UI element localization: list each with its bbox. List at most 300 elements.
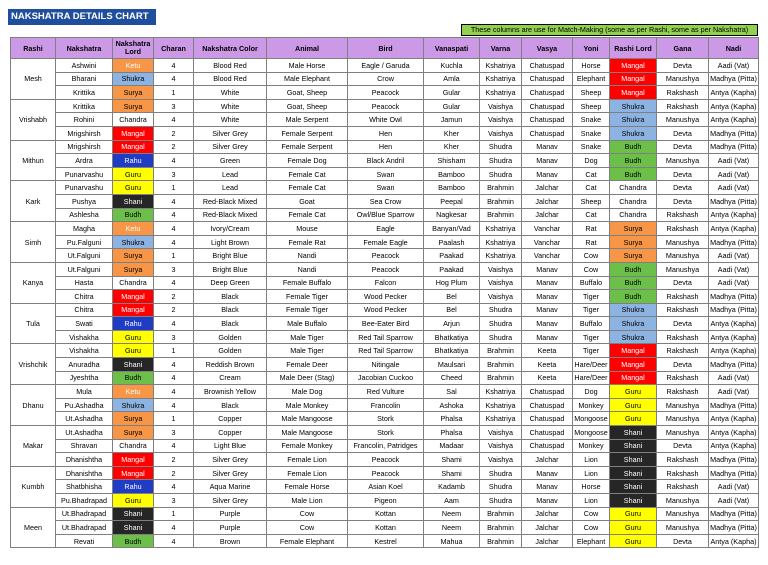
rashi-lord-cell: Budh: [610, 140, 657, 154]
vasya-cell: Chatuspad: [522, 59, 573, 73]
color-cell: Silver Grey: [194, 453, 267, 467]
varna-cell: Shudra: [480, 303, 522, 317]
animal-cell: Female Serpent: [267, 126, 348, 140]
gana-cell: Devta: [657, 59, 709, 73]
gana-cell: Rakshash: [657, 303, 709, 317]
table-row: [11, 262, 759, 276]
nakshatra-cell: Shatbhisha: [56, 480, 113, 494]
nakshatra-cell: Ut.Bhadrapad: [56, 521, 113, 535]
column-header: Rashi: [11, 38, 56, 59]
animal-cell: Nandi: [267, 262, 348, 276]
gana-cell: Devta: [657, 358, 709, 372]
vasya-cell: Manav: [522, 276, 573, 290]
vasya-cell: Jalchar: [522, 521, 573, 535]
varna-cell: Kshatriya: [480, 86, 522, 100]
gana-cell: Rakshash: [657, 466, 709, 480]
animal-cell: Female Tiger: [267, 303, 348, 317]
nadi-cell: Madhya (Pitta): [709, 235, 759, 249]
nakshatra-cell: Shravan: [56, 439, 113, 453]
rashi-lord-cell: Guru: [610, 507, 657, 521]
nadi-cell: Aadi (Vat): [709, 276, 759, 290]
vasya-cell: Chatuspad: [522, 113, 573, 127]
vanaspati-cell: Aam: [424, 494, 480, 508]
vasya-cell: Manav: [522, 466, 573, 480]
rashi-cell: Kumbh: [11, 466, 56, 507]
vasya-cell: Chatuspad: [522, 385, 573, 399]
animal-cell: Male Tiger: [267, 344, 348, 358]
rashi-lord-cell: Mangal: [610, 59, 657, 73]
animal-cell: Male Mangoose: [267, 412, 348, 426]
color-cell: Ivory/Cream: [194, 222, 267, 236]
vanaspati-cell: Amla: [424, 72, 480, 86]
nakshatra-lord-cell: Mangal: [113, 290, 154, 304]
vanaspati-cell: Sal: [424, 385, 480, 399]
vanaspati-cell: Paakad: [424, 249, 480, 263]
nakshatra-lord-cell: Shani: [113, 521, 154, 535]
bird-cell: Eagle / Garuda: [348, 59, 424, 73]
animal-cell: Male Monkey: [267, 398, 348, 412]
nakshatra-cell: Krittika: [56, 86, 113, 100]
color-cell: White: [194, 99, 267, 113]
bird-cell: White Owl: [348, 113, 424, 127]
varna-cell: Kshatriya: [480, 222, 522, 236]
vasya-cell: Jalchar: [522, 453, 573, 467]
nakshatra-cell: Ut.Bhadrapad: [56, 507, 113, 521]
varna-cell: Kshatriya: [480, 72, 522, 86]
yoni-cell: Monkey: [573, 398, 610, 412]
rashi-lord-cell: Shani: [610, 466, 657, 480]
table-row: [11, 140, 759, 154]
yoni-cell: Sheep: [573, 194, 610, 208]
table-row: [11, 208, 759, 222]
rashi-cell: Kanya: [11, 262, 56, 303]
rashi-lord-cell: Shani: [610, 453, 657, 467]
table-row: [11, 194, 759, 208]
gana-cell: Rakshash: [657, 208, 709, 222]
vasya-cell: Manav: [522, 330, 573, 344]
vanaspati-cell: Jamun: [424, 113, 480, 127]
vasya-cell: Manav: [522, 290, 573, 304]
rashi-lord-cell: Shani: [610, 426, 657, 440]
bird-cell: Eagle: [348, 222, 424, 236]
varna-cell: Shudra: [480, 480, 522, 494]
vanaspati-cell: Hog Plum: [424, 276, 480, 290]
animal-cell: Female Elephant: [267, 534, 348, 548]
chart-title: NAKSHATRA DETAILS CHART: [8, 9, 156, 25]
animal-cell: Goat: [267, 194, 348, 208]
bird-cell: Swan: [348, 167, 424, 181]
color-cell: Purple: [194, 507, 267, 521]
gana-cell: Manushya: [657, 398, 709, 412]
gana-cell: Devta: [657, 140, 709, 154]
rashi-lord-cell: Shani: [610, 480, 657, 494]
animal-cell: Female Lion: [267, 453, 348, 467]
animal-cell: Male Mangoose: [267, 426, 348, 440]
charan-cell: 1: [154, 344, 194, 358]
rashi-lord-cell: Budh: [610, 262, 657, 276]
nadi-cell: Madhya (Pitta): [709, 453, 759, 467]
nadi-cell: Madhya (Pitta): [709, 194, 759, 208]
bird-cell: Crow: [348, 72, 424, 86]
nadi-cell: Aadi (Vat): [709, 181, 759, 195]
vasya-cell: Chatuspad: [522, 412, 573, 426]
rashi-lord-cell: Mangal: [610, 86, 657, 100]
varna-cell: Vaishya: [480, 426, 522, 440]
gana-cell: Rakshash: [657, 290, 709, 304]
yoni-cell: Elephant: [573, 534, 610, 548]
color-cell: Black: [194, 398, 267, 412]
color-cell: Black: [194, 290, 267, 304]
rashi-lord-cell: Shukra: [610, 113, 657, 127]
bird-cell: Stork: [348, 426, 424, 440]
animal-cell: Nandi: [267, 249, 348, 263]
nadi-cell: Madhya (Pitta): [709, 140, 759, 154]
rashi-cell: Dhanu: [11, 385, 56, 426]
nakshatra-cell: Anuradha: [56, 358, 113, 372]
rashi-lord-cell: Guru: [610, 385, 657, 399]
color-cell: Blood Red: [194, 72, 267, 86]
vanaspati-cell: Gular: [424, 99, 480, 113]
nakshatra-cell: Dhanishtha: [56, 466, 113, 480]
nadi-cell: Antya (Kapha): [709, 426, 759, 440]
vasya-cell: Manav: [522, 494, 573, 508]
gana-cell: Devta: [657, 534, 709, 548]
nakshatra-cell: Bharani: [56, 72, 113, 86]
varna-cell: Brahmin: [480, 194, 522, 208]
nakshatra-lord-cell: Surya: [113, 426, 154, 440]
charan-cell: 1: [154, 412, 194, 426]
vanaspati-cell: Kher: [424, 140, 480, 154]
nakshatra-cell: Revati: [56, 534, 113, 548]
nadi-cell: Madhya (Pitta): [709, 358, 759, 372]
rashi-lord-cell: Shukra: [610, 99, 657, 113]
gana-cell: Manushya: [657, 494, 709, 508]
rashi-cell: Tula: [11, 303, 56, 344]
bird-cell: Francolin: [348, 398, 424, 412]
vasya-cell: Vanchar: [522, 249, 573, 263]
table-row: [11, 113, 759, 127]
color-cell: Green: [194, 154, 267, 168]
nakshatra-lord-cell: Guru: [113, 344, 154, 358]
nakshatra-lord-cell: Guru: [113, 494, 154, 508]
vasya-cell: Jalchar: [522, 208, 573, 222]
yoni-cell: Sheep: [573, 86, 610, 100]
rashi-lord-cell: Guru: [610, 521, 657, 535]
vasya-cell: Manav: [522, 317, 573, 331]
varna-cell: Shudra: [480, 167, 522, 181]
color-cell: Light Brown: [194, 235, 267, 249]
charan-cell: 3: [154, 167, 194, 181]
charan-cell: 4: [154, 154, 194, 168]
bird-cell: Falcon: [348, 276, 424, 290]
table-row: [11, 59, 759, 73]
table-row: [11, 235, 759, 249]
vanaspati-cell: Kuchla: [424, 59, 480, 73]
table-row: [11, 507, 759, 521]
header-row: [11, 38, 759, 59]
vanaspati-cell: Madaar: [424, 439, 480, 453]
animal-cell: Male Horse: [267, 59, 348, 73]
nakshatra-lord-cell: Chandra: [113, 276, 154, 290]
rashi-lord-cell: Budh: [610, 167, 657, 181]
nakshatra-cell: Pu.Ashadha: [56, 398, 113, 412]
bird-cell: Kestrel: [348, 534, 424, 548]
yoni-cell: Hare/Deer: [573, 371, 610, 385]
charan-cell: 4: [154, 113, 194, 127]
bird-cell: Bee-Eater Bird: [348, 317, 424, 331]
color-cell: Brown: [194, 534, 267, 548]
animal-cell: Female Monkey: [267, 439, 348, 453]
varna-cell: Vaishya: [480, 262, 522, 276]
animal-cell: Male Serpent: [267, 113, 348, 127]
gana-cell: Manushya: [657, 507, 709, 521]
nakshatra-lord-cell: Mangal: [113, 303, 154, 317]
table-row: [11, 480, 759, 494]
rashi-lord-cell: Shani: [610, 439, 657, 453]
charan-cell: 4: [154, 480, 194, 494]
table-row: [11, 222, 759, 236]
yoni-cell: Lion: [573, 494, 610, 508]
animal-cell: Goat, Sheep: [267, 99, 348, 113]
table-row: [11, 126, 759, 140]
color-cell: Bright Blue: [194, 262, 267, 276]
yoni-cell: Lion: [573, 466, 610, 480]
nadi-cell: Antya (Kapha): [709, 439, 759, 453]
bird-cell: Wood Pecker: [348, 290, 424, 304]
vanaspati-cell: Cheed: [424, 371, 480, 385]
nadi-cell: Aadi (Vat): [709, 59, 759, 73]
nadi-cell: Aadi (Vat): [709, 262, 759, 276]
color-cell: Aqua Marine: [194, 480, 267, 494]
column-header: Rashi Lord: [610, 38, 657, 59]
varna-cell: Kshatriya: [480, 385, 522, 399]
nadi-cell: Madhya (Pitta): [709, 466, 759, 480]
gana-cell: Devta: [657, 317, 709, 331]
varna-cell: Brahmin: [480, 371, 522, 385]
yoni-cell: Buffalo: [573, 276, 610, 290]
gana-cell: Devta: [657, 276, 709, 290]
animal-cell: Female Lion: [267, 466, 348, 480]
bird-cell: Peacock: [348, 249, 424, 263]
varna-cell: Kshatriya: [480, 412, 522, 426]
charan-cell: 2: [154, 466, 194, 480]
bird-cell: Asian Koel: [348, 480, 424, 494]
nadi-cell: Antya (Kapha): [709, 208, 759, 222]
varna-cell: Kshatriya: [480, 398, 522, 412]
varna-cell: Vaishya: [480, 439, 522, 453]
rashi-cell: Simh: [11, 222, 56, 263]
nakshatra-lord-cell: Shukra: [113, 398, 154, 412]
nadi-cell: Antya (Kapha): [709, 534, 759, 548]
vasya-cell: Chatuspad: [522, 126, 573, 140]
table-row: [11, 426, 759, 440]
nakshatra-lord-cell: Surya: [113, 249, 154, 263]
charan-cell: 2: [154, 303, 194, 317]
vasya-cell: Keeta: [522, 344, 573, 358]
varna-cell: Vaishya: [480, 276, 522, 290]
animal-cell: Male Buffalo: [267, 317, 348, 331]
vasya-cell: Manav: [522, 262, 573, 276]
bird-cell: Stork: [348, 412, 424, 426]
gana-cell: Manushya: [657, 521, 709, 535]
animal-cell: Mouse: [267, 222, 348, 236]
rashi-lord-cell: Shukra: [610, 303, 657, 317]
animal-cell: Female Serpent: [267, 140, 348, 154]
yoni-cell: Elephant: [573, 72, 610, 86]
table-row: [11, 330, 759, 344]
yoni-cell: Cat: [573, 208, 610, 222]
varna-cell: Brahmin: [480, 208, 522, 222]
nadi-cell: Madhya (Pitta): [709, 126, 759, 140]
gana-cell: Manushya: [657, 412, 709, 426]
vanaspati-cell: Phalsa: [424, 412, 480, 426]
bird-cell: Peacock: [348, 453, 424, 467]
rashi-lord-cell: Chandra: [610, 181, 657, 195]
animal-cell: Cow: [267, 521, 348, 535]
yoni-cell: Hare/Deer: [573, 358, 610, 372]
nadi-cell: Antya (Kapha): [709, 344, 759, 358]
rashi-lord-cell: Mangal: [610, 72, 657, 86]
varna-cell: Kshatriya: [480, 235, 522, 249]
nakshatra-lord-cell: Mangal: [113, 126, 154, 140]
animal-cell: Male Elephant: [267, 72, 348, 86]
gana-cell: Manushya: [657, 249, 709, 263]
yoni-cell: Dog: [573, 154, 610, 168]
nakshatra-cell: Pushya: [56, 194, 113, 208]
vasya-cell: Jalchar: [522, 534, 573, 548]
table-row: [11, 494, 759, 508]
rashi-lord-cell: Mangal: [610, 344, 657, 358]
varna-cell: Brahmin: [480, 534, 522, 548]
rashi-lord-cell: Budh: [610, 290, 657, 304]
nadi-cell: Aadi (Vat): [709, 167, 759, 181]
charan-cell: 2: [154, 140, 194, 154]
vanaspati-cell: Kadamb: [424, 480, 480, 494]
color-cell: Silver Grey: [194, 466, 267, 480]
rashi-cell: Meen: [11, 507, 56, 548]
gana-cell: Manushya: [657, 72, 709, 86]
vanaspati-cell: Arjun: [424, 317, 480, 331]
bird-cell: Red Vulture: [348, 385, 424, 399]
vasya-cell: Jalchar: [522, 181, 573, 195]
rashi-lord-cell: Shukra: [610, 126, 657, 140]
yoni-cell: Snake: [573, 113, 610, 127]
varna-cell: Shudra: [480, 317, 522, 331]
nakshatra-lord-cell: Shani: [113, 194, 154, 208]
bird-cell: Hen: [348, 140, 424, 154]
table-row: [11, 86, 759, 100]
yoni-cell: Tiger: [573, 344, 610, 358]
vanaspati-cell: Ashoka: [424, 398, 480, 412]
nakshatra-cell: Vishakha: [56, 344, 113, 358]
nakshatra-cell: Chitra: [56, 290, 113, 304]
rashi-lord-cell: Surya: [610, 235, 657, 249]
nadi-cell: Madhya (Pitta): [709, 303, 759, 317]
nakshatra-lord-cell: Chandra: [113, 439, 154, 453]
nadi-cell: Aadi (Vat): [709, 154, 759, 168]
vanaspati-cell: Paalash: [424, 235, 480, 249]
varna-cell: Shudra: [480, 494, 522, 508]
yoni-cell: Horse: [573, 59, 610, 73]
yoni-cell: Monkey: [573, 439, 610, 453]
nakshatra-cell: Ardra: [56, 154, 113, 168]
table-row: [11, 521, 759, 535]
vanaspati-cell: Shami: [424, 466, 480, 480]
charan-cell: 4: [154, 235, 194, 249]
vasya-cell: Chatuspad: [522, 99, 573, 113]
varna-cell: Brahmin: [480, 507, 522, 521]
nakshatra-lord-cell: Surya: [113, 262, 154, 276]
vasya-cell: Chatuspad: [522, 426, 573, 440]
bird-cell: Francolin, Patridges: [348, 439, 424, 453]
vanaspati-cell: Bhatkatiya: [424, 344, 480, 358]
charan-cell: 4: [154, 59, 194, 73]
gana-cell: Rakshash: [657, 330, 709, 344]
animal-cell: Female Horse: [267, 480, 348, 494]
color-cell: Brownish Yellow: [194, 385, 267, 399]
column-header: Nadi: [709, 38, 759, 59]
bird-cell: Red Tail Sparrow: [348, 330, 424, 344]
nadi-cell: Madhya (Pitta): [709, 290, 759, 304]
vanaspati-cell: Neem: [424, 507, 480, 521]
vasya-cell: Keeta: [522, 371, 573, 385]
nadi-cell: Antya (Kapha): [709, 412, 759, 426]
nakshatra-lord-cell: Budh: [113, 371, 154, 385]
column-header: Vasya: [522, 38, 573, 59]
table-body: [11, 59, 759, 548]
vasya-cell: Vanchar: [522, 235, 573, 249]
gana-cell: Devta: [657, 126, 709, 140]
vanaspati-cell: Bamboo: [424, 181, 480, 195]
vanaspati-cell: Banyan/Vad: [424, 222, 480, 236]
nakshatra-cell: Ut.Falguni: [56, 262, 113, 276]
nadi-cell: Madhya (Pitta): [709, 521, 759, 535]
yoni-cell: Lion: [573, 453, 610, 467]
rashi-lord-cell: Surya: [610, 249, 657, 263]
vanaspati-cell: Maulsari: [424, 358, 480, 372]
nakshatra-lord-cell: Rahu: [113, 480, 154, 494]
animal-cell: Male Lion: [267, 494, 348, 508]
nakshatra-lord-cell: Mangal: [113, 140, 154, 154]
color-cell: White: [194, 86, 267, 100]
table-row: [11, 72, 759, 86]
vasya-cell: Chatuspad: [522, 398, 573, 412]
nakshatra-cell: Dhanishtha: [56, 453, 113, 467]
nakshatra-cell: Pu.Bhadrapad: [56, 494, 113, 508]
nakshatra-cell: Mula: [56, 385, 113, 399]
gana-cell: Rakshash: [657, 453, 709, 467]
charan-cell: 4: [154, 194, 194, 208]
gana-cell: Devta: [657, 194, 709, 208]
nakshatra-cell: Mrigshirsh: [56, 126, 113, 140]
color-cell: Black: [194, 317, 267, 331]
animal-cell: Female Deer: [267, 358, 348, 372]
nakshatra-cell: Punarvashu: [56, 181, 113, 195]
column-header: Nakshatra: [56, 38, 113, 59]
yoni-cell: Snake: [573, 126, 610, 140]
animal-cell: Goat, Sheep: [267, 86, 348, 100]
match-making-note: These columns are use for Match-Making (some as per Rashi, some as per Nakshatra): [461, 24, 758, 36]
bird-cell: Peacock: [348, 99, 424, 113]
column-header: Yoni: [573, 38, 610, 59]
color-cell: Golden: [194, 330, 267, 344]
vasya-cell: Manav: [522, 303, 573, 317]
varna-cell: Vaishya: [480, 99, 522, 113]
color-cell: Reddish Brown: [194, 358, 267, 372]
yoni-cell: Rat: [573, 222, 610, 236]
color-cell: Silver Grey: [194, 494, 267, 508]
table-row: [11, 181, 759, 195]
